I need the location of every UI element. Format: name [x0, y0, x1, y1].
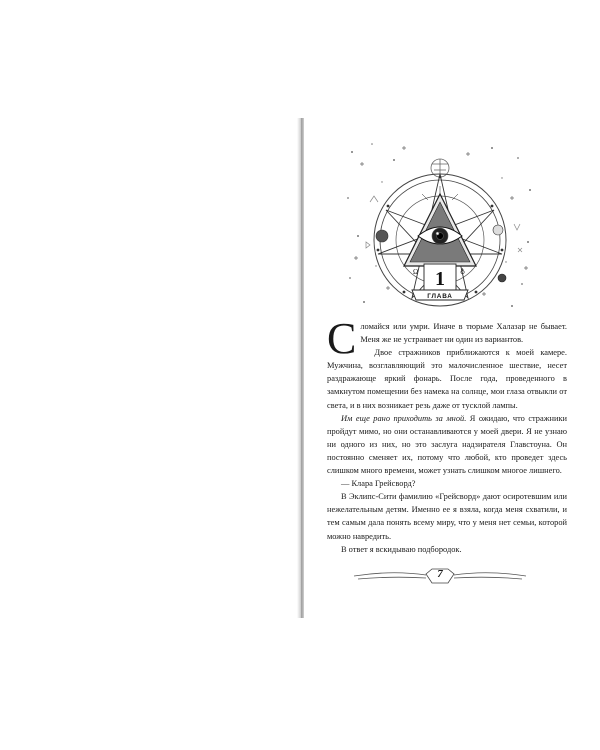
svg-text:♁: ♁	[460, 268, 466, 276]
planet-dark-icon	[498, 274, 506, 282]
paragraph	[327, 490, 567, 542]
paragraph	[327, 543, 567, 556]
italic-thought: Им еще рано приходить за мной.	[341, 413, 467, 423]
paragraph-text: Двое стражников приближаются к моей камере. Мужчина, возглавляющий это малочисленное шествие, несет раздражающе яркий фонарь. После года, проведенного в замкнутом помещении без намека на солнце, мои глаза отвыкли от света, и в них возникает резь даже от тусклой лампы.	[327, 348, 567, 410]
chapter-body	[327, 314, 568, 556]
paragraph	[327, 346, 567, 411]
page-folio	[352, 566, 528, 588]
page-number: 7	[437, 568, 443, 580]
chapter-emblem	[342, 138, 538, 316]
dialogue-line: — Клара Грейсворд?	[341, 479, 416, 489]
dropcap: С	[327, 314, 357, 363]
planet-icon	[493, 225, 503, 235]
paragraph-text: Я ожидаю, что стражники пройдут мимо, но они останавливаются у моей двери. Я не узнаю ни одного из них, но это заслуга надзирателя Главстоуна. Он постоянно сменяет их, потому что любой, кто проведет здесь слишком много времени, может узнать слишком многое лишнего.	[327, 413, 568, 476]
chapter-number: 1	[435, 268, 445, 290]
paragraph	[327, 412, 567, 477]
paragraph-text: ломайся или умри. Иначе в тюрьме Халазар не бывает. Меня же не устраивает ни один из вариантов.	[360, 322, 567, 345]
paragraph	[327, 314, 567, 363]
paragraph-text: В ответ я вскидываю подбородок.	[341, 544, 462, 554]
paragraph-text: В Эклипс-Сити фамилию «Грейсворд» дают осиротевшим или нежелательным детям. Именно ее я взяла, когда меня схватили, и тем самым дала понять всему миру, что у меня нет семьи, которой можно навредить.	[327, 492, 567, 541]
chapter-label: ГЛАВА	[427, 293, 453, 300]
moon-icon	[376, 230, 388, 242]
left-page	[0, 118, 300, 618]
svg-text:Ω: Ω	[413, 268, 419, 276]
paragraph	[327, 477, 567, 490]
